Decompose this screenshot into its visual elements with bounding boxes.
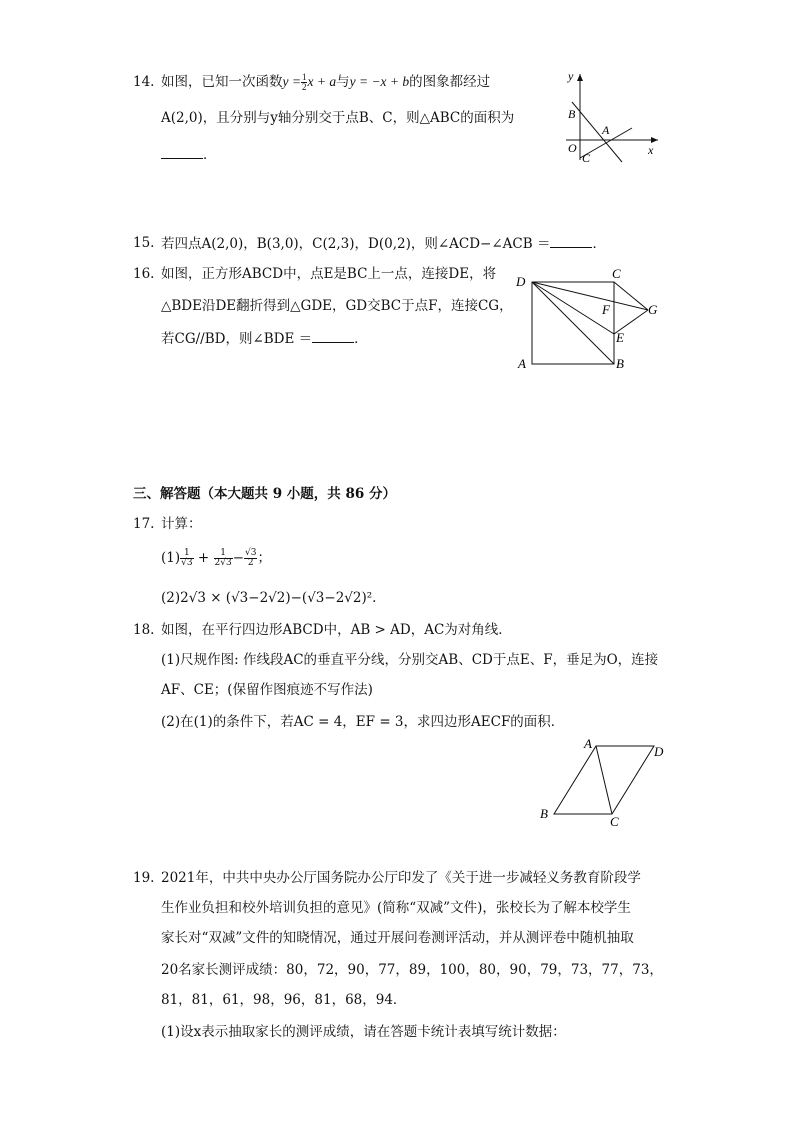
q18-label-D: D bbox=[654, 744, 664, 759]
q16-label-C: C bbox=[612, 266, 621, 281]
q15-answer-blank[interactable] bbox=[550, 233, 592, 248]
q19-line2: 生作业负担和校外培训负担的意见》(简称“双减”文件)，张校长为了解本校学生 bbox=[161, 900, 631, 916]
q14-label-C: C bbox=[582, 151, 591, 165]
q19-number: 19. bbox=[133, 870, 155, 886]
q16-answer-blank[interactable] bbox=[312, 328, 354, 343]
section-heading: 三、解答题（本大题共 9 小题，共 86 分） bbox=[133, 486, 396, 502]
q15-number: 15. bbox=[133, 235, 155, 251]
q14-label-B: B bbox=[568, 107, 576, 121]
q16-line2: △BDE沿DE翻折得到△GDE，GD交BC于点F，连接CG， bbox=[161, 298, 513, 314]
q18-line4: (2)在(1)的条件下，若AC = 4，EF = 3，求四边形AECF的面积． bbox=[161, 714, 565, 730]
q18-figure bbox=[536, 734, 676, 830]
q17-frac1-den: √3 bbox=[181, 558, 193, 568]
q18-line2: (1)尺规作图: 作线段AC的垂直平分线，分别交AB、CD于点E、F，垂足为O，连接 bbox=[161, 652, 659, 668]
q14-line1-c: 的图象都经过 bbox=[409, 74, 491, 90]
q14-period: ． bbox=[203, 147, 217, 163]
q14-line3 bbox=[161, 144, 217, 165]
q16-number: 16. bbox=[133, 266, 155, 282]
q17-frac3-num: √3 bbox=[245, 548, 257, 558]
q14-label-A: A bbox=[602, 123, 610, 137]
q16-label-A: A bbox=[518, 356, 526, 371]
q15-text: 若四点A(2,0)，B(3,0)，C(2,3)，D(0,2)，则∠ACD−∠ACB ＝ bbox=[161, 236, 551, 252]
q14-number: 14. bbox=[133, 74, 155, 90]
q16-label-B: B bbox=[616, 356, 624, 371]
q19-line4: 20名家长测评成绩：80，72，90，77，89，100，80，90，79，73，77，73， bbox=[161, 962, 663, 978]
q16-label-D: D bbox=[516, 274, 526, 289]
q14-line2: A(2,0)，且分别与y轴分别交于点B、C，则△ABC的面积为 bbox=[161, 110, 515, 126]
q14-function2: y = −x + b bbox=[349, 74, 410, 89]
q15-line bbox=[161, 233, 606, 254]
q16-label-E: E bbox=[616, 330, 624, 345]
q19-line1: 2021年，中共中央办公厅国务院办公厅印发了《关于进一步减轻义务教育阶段学 bbox=[161, 870, 641, 886]
q17-frac2-num: 1 bbox=[214, 549, 233, 559]
q17-part2: (2)2√3 × (√3−2√2)−(√3−2√2)². bbox=[161, 590, 377, 606]
q17-part1-label: (1) bbox=[161, 550, 181, 566]
q14-label-O: O bbox=[568, 141, 577, 155]
q16-label-G: G bbox=[648, 302, 658, 317]
q14-line1 bbox=[161, 72, 490, 92]
q18-label-B: B bbox=[540, 806, 548, 821]
q14-figure bbox=[560, 66, 670, 170]
q15-period: ． bbox=[592, 236, 606, 252]
q19-line5: 81，81，61，98，96，81，68，94． bbox=[161, 992, 407, 1008]
q14-answer-blank[interactable] bbox=[161, 144, 203, 159]
q14-label-y: y bbox=[568, 69, 574, 83]
q18-label-C: C bbox=[610, 814, 619, 829]
q16-period: ． bbox=[354, 331, 368, 347]
q17-frac3-den: 2 bbox=[247, 558, 254, 568]
q17-frac2-den: 2√3 bbox=[214, 558, 232, 568]
q18-label-A: A bbox=[584, 736, 592, 751]
q18-number: 18. bbox=[133, 622, 155, 638]
q16-figure bbox=[512, 266, 662, 376]
q17-part1-end: ； bbox=[257, 550, 271, 566]
q16-line3 bbox=[161, 328, 368, 349]
q16-label-F: F bbox=[602, 302, 610, 317]
q18-line1: 如图，在平行四边形ABCD中，AB > AD，AC为对角线． bbox=[161, 622, 512, 638]
q14-label-x: x bbox=[648, 143, 654, 157]
q17-frac1-num: 1 bbox=[180, 549, 193, 559]
q19-line6: (1)设x表示抽取家长的测评成绩，请在答题卡统计表填写统计数据： bbox=[161, 1024, 566, 1040]
q14-line1-a: 如图，已知一次函数 bbox=[161, 74, 283, 90]
q14-function1: y = $\frac{1}{2}$ x + a bbox=[282, 72, 337, 93]
q18-diagonal-AC bbox=[596, 746, 612, 814]
q18-line3: AF、CE；(保留作图痕迹不写作法) bbox=[161, 682, 373, 698]
q16-line1: 如图，正方形ABCD中，点E是BC上一点，连接DE，将 bbox=[161, 266, 497, 282]
q17-number: 17. bbox=[133, 516, 155, 532]
q17-title: 计算： bbox=[161, 516, 202, 532]
q16-diagonal-BD bbox=[532, 282, 614, 364]
q19-line3: 家长对“双减”文件的知晓情况，通过开展问卷测评活动，并从测评卷中随机抽取 bbox=[161, 930, 634, 946]
q14-line1-b: 与 bbox=[336, 74, 350, 90]
q14-y-arrow bbox=[577, 74, 583, 81]
q16-line3-text: 若CG//BD，则∠BDE ＝ bbox=[161, 331, 313, 347]
q17-part1: (1) $\frac{1}{√3}$ + $\frac{1}{2√3}$ − $\frac{√3}{2}$ ； bbox=[161, 548, 271, 568]
